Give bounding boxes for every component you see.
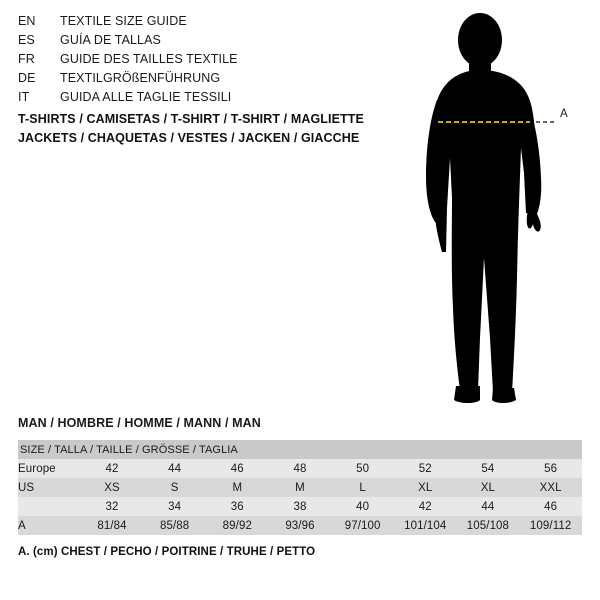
- cell-value: L: [331, 478, 394, 497]
- cell-value: 89/92: [206, 516, 269, 535]
- cell-value: 109/112: [519, 516, 582, 535]
- cell-value: XS: [81, 478, 144, 497]
- table-row: [18, 478, 582, 497]
- row-label: Europe: [18, 459, 81, 478]
- language-code: ES: [18, 33, 35, 47]
- language-title: TEXTILE SIZE GUIDE: [60, 14, 187, 28]
- cell-value: 48: [269, 459, 332, 478]
- table-row: [18, 459, 582, 478]
- cell-value: XL: [394, 478, 457, 497]
- measurement-marker-label: A: [560, 108, 568, 120]
- cell-value: M: [206, 478, 269, 497]
- male-silhouette-icon: [390, 8, 590, 408]
- cell-value: 38: [269, 497, 332, 516]
- cell-value: XXL: [519, 478, 582, 497]
- language-code: FR: [18, 52, 35, 66]
- language-title: GUIDE DES TAILLES TEXTILE: [60, 52, 238, 66]
- cell-value: 50: [331, 459, 394, 478]
- cell-value: 97/100: [331, 516, 394, 535]
- cell-value: 44: [457, 497, 520, 516]
- category-tshirts: T-SHIRTS / CAMISETAS / T-SHIRT / T-SHIRT / MAGLIETTE: [18, 112, 364, 126]
- cell-value: 52: [394, 459, 457, 478]
- language-title-block: [18, 14, 378, 109]
- cell-value: S: [143, 478, 206, 497]
- language-row: [18, 14, 378, 33]
- language-row: [18, 33, 378, 52]
- cell-value: 44: [143, 459, 206, 478]
- garment-categories: [18, 110, 398, 148]
- row-label: US: [18, 478, 81, 497]
- table-header-label: SIZE / TALLA / TAILLE / GRÖSSE / TAGLIA: [18, 440, 582, 459]
- cell-value: 40: [331, 497, 394, 516]
- cell-value: 54: [457, 459, 520, 478]
- cell-value: 56: [519, 459, 582, 478]
- language-title: GUIDA ALLE TAGLIE TESSILI: [60, 90, 232, 104]
- cell-value: 85/88: [143, 516, 206, 535]
- cell-value: 36: [206, 497, 269, 516]
- section-heading-man: MAN / HOMBRE / HOMME / MANN / MAN: [18, 416, 261, 430]
- language-title: TEXTILGRÖßENFÜHRUNG: [60, 71, 221, 85]
- table-row: [18, 516, 582, 535]
- cell-value: M: [269, 478, 332, 497]
- row-label: A: [18, 516, 81, 535]
- cell-value: 105/108: [457, 516, 520, 535]
- cell-value: 42: [81, 459, 144, 478]
- body-silhouette-figure: [390, 8, 590, 408]
- cell-value: 46: [519, 497, 582, 516]
- cell-value: 81/84: [81, 516, 144, 535]
- category-jackets: JACKETS / CHAQUETAS / VESTES / JACKEN / GIACCHE: [18, 131, 360, 145]
- cell-value: 93/96: [269, 516, 332, 535]
- language-code: EN: [18, 14, 36, 28]
- table-header-row: [18, 440, 582, 459]
- cell-value: 34: [143, 497, 206, 516]
- language-row: [18, 90, 378, 109]
- size-table: [18, 440, 582, 535]
- row-label: [18, 497, 81, 516]
- language-row: [18, 52, 378, 71]
- language-code: IT: [18, 90, 30, 104]
- cell-value: 32: [81, 497, 144, 516]
- measurement-footnote: A. (cm) CHEST / PECHO / POITRINE / TRUHE / PETTO: [18, 546, 316, 558]
- table-row: [18, 497, 582, 516]
- cell-value: 42: [394, 497, 457, 516]
- language-code: DE: [18, 71, 36, 85]
- size-table-wrapper: [18, 440, 582, 535]
- cell-value: 46: [206, 459, 269, 478]
- language-title: GUÍA DE TALLAS: [60, 33, 161, 47]
- language-row: [18, 71, 378, 90]
- cell-value: XL: [457, 478, 520, 497]
- cell-value: 101/104: [394, 516, 457, 535]
